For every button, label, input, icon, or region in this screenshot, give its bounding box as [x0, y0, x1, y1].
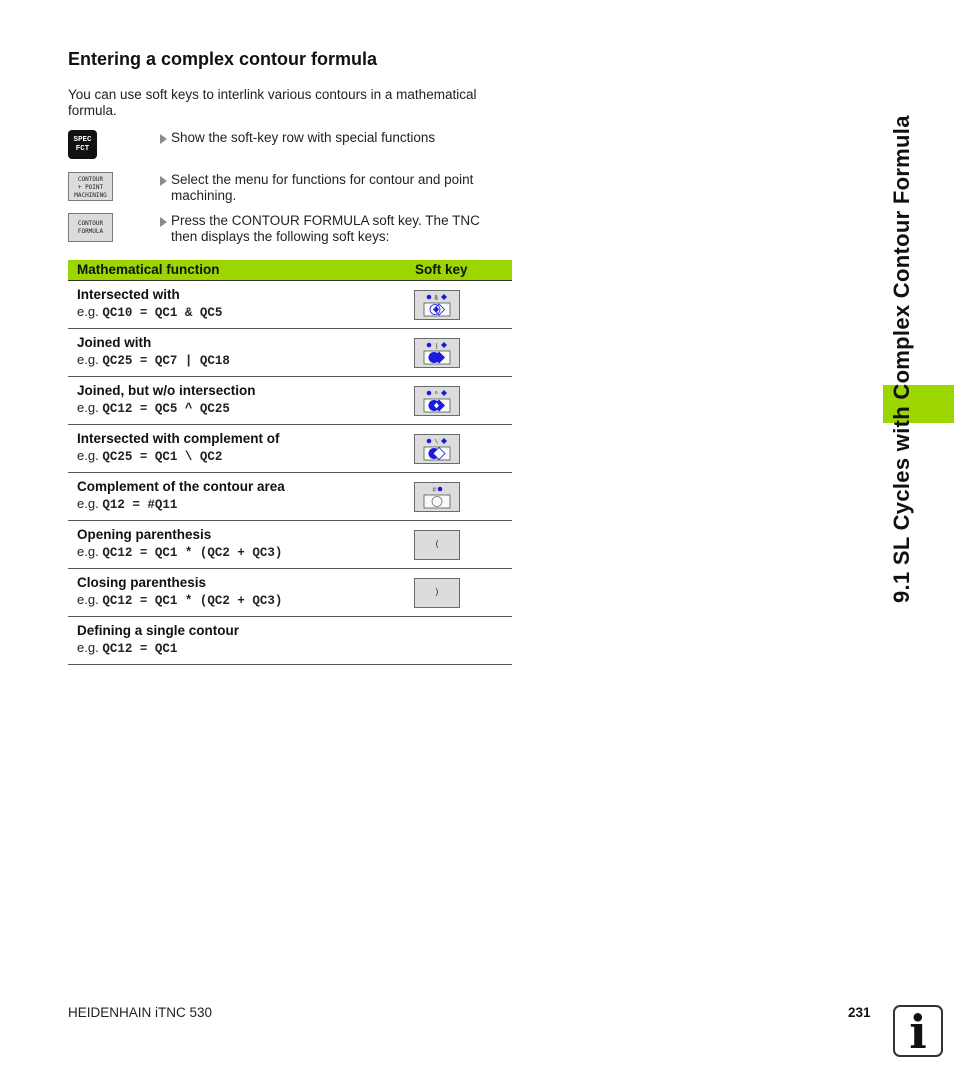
- difference-softkey[interactable]: [414, 434, 460, 464]
- svg-text:|: |: [435, 342, 439, 350]
- row-example: [77, 640, 177, 656]
- formula-code: Q12 = #Q11: [102, 498, 178, 512]
- row-title: Intersected with: [77, 287, 180, 302]
- row-title: Opening parenthesis: [77, 527, 212, 542]
- key-label: MACHINING: [74, 192, 107, 199]
- key-label: FORMULA: [77, 228, 104, 235]
- formula-code: QC25 = QC1 \ QC2: [102, 450, 223, 464]
- info-glyph: i: [909, 1005, 927, 1059]
- formula-code: QC10 = QC1 & QC5: [102, 306, 223, 320]
- step-text: Press the CONTOUR FORMULA soft key. The TNC then displays the following soft keys:: [171, 213, 480, 244]
- key-label: CONTOUR: [77, 220, 104, 227]
- contour-point-machining-softkey[interactable]: [68, 172, 113, 201]
- step-contour-point: [68, 172, 513, 204]
- eg-label: e.g.: [77, 352, 99, 367]
- formula-code: QC12 = QC5 ^ QC25: [102, 402, 230, 416]
- formula-code: QC25 = QC7 | QC18: [102, 354, 230, 368]
- info-icon: [893, 1005, 943, 1057]
- xor-softkey[interactable]: [414, 386, 460, 416]
- key-label: SPEC: [73, 136, 92, 144]
- table-row: [68, 329, 512, 377]
- eg-label: e.g.: [77, 496, 99, 511]
- row-title: Intersected with complement of: [77, 431, 280, 446]
- table-row: [68, 473, 512, 521]
- table-header: [68, 260, 512, 281]
- key-label: + POINT: [77, 184, 104, 191]
- xor-icon: [415, 387, 459, 415]
- svg-text:\: \: [434, 438, 439, 446]
- eg-label: e.g.: [77, 448, 99, 463]
- intersect-icon: [415, 291, 459, 319]
- step-instruction: [160, 130, 505, 146]
- step-contour-formula: [68, 213, 513, 245]
- header-softkey: Soft key: [415, 262, 468, 277]
- table-row: [68, 281, 512, 329]
- closing-parenthesis-softkey[interactable]: ): [414, 578, 460, 608]
- svg-text:&: &: [434, 294, 439, 302]
- step-text: Select the menu for functions for contour and point machining.: [171, 172, 474, 203]
- arrow-right-icon: [160, 134, 167, 144]
- eg-label: e.g.: [77, 304, 99, 319]
- page-number: 231: [848, 1005, 871, 1020]
- chapter-title: 9.1 SL Cycles with Complex Contour Formula: [889, 115, 914, 603]
- union-softkey[interactable]: [414, 338, 460, 368]
- formula-code: QC12 = QC1: [102, 642, 178, 656]
- intro-paragraph: You can use soft keys to interlink various contours in a mathematical formula.: [68, 87, 477, 118]
- row-title: Defining a single contour: [77, 623, 240, 638]
- step-instruction: [160, 213, 505, 245]
- formula-code: QC12 = QC1 * (QC2 + QC3): [102, 594, 283, 608]
- row-example: [77, 352, 230, 368]
- union-icon: [415, 339, 459, 367]
- row-title: Joined, but w/o intersection: [77, 383, 256, 398]
- header-function: Mathematical function: [77, 262, 220, 277]
- arrow-right-icon: [160, 176, 167, 186]
- step-text: Show the soft-key row with special functions: [171, 130, 436, 145]
- table-row: [68, 425, 512, 473]
- eg-label: e.g.: [77, 400, 99, 415]
- row-example: [77, 496, 177, 512]
- eg-label: e.g.: [77, 640, 99, 655]
- arrow-right-icon: [160, 217, 167, 227]
- formula-code: QC12 = QC1 * (QC2 + QC3): [102, 546, 283, 560]
- row-example: [77, 400, 230, 416]
- row-title: Joined with: [77, 335, 152, 350]
- svg-text:^: ^: [434, 390, 439, 398]
- opening-parenthesis-softkey[interactable]: (: [414, 530, 460, 560]
- key-label: FCT: [75, 145, 90, 153]
- key-label: CONTOUR: [77, 176, 104, 183]
- table-row: [68, 521, 512, 569]
- table-row: [68, 377, 512, 425]
- complement-softkey[interactable]: [414, 482, 460, 512]
- row-example: [77, 304, 222, 320]
- contour-formula-softkey[interactable]: [68, 213, 113, 242]
- row-title: Closing parenthesis: [77, 575, 207, 590]
- footer-product: HEIDENHAIN iTNC 530: [68, 1005, 213, 1020]
- intersect-softkey[interactable]: [414, 290, 460, 320]
- spec-fct-key[interactable]: [68, 130, 97, 159]
- row-example: [77, 592, 282, 608]
- row-example: [77, 448, 222, 464]
- step-instruction: [160, 172, 505, 204]
- svg-text:#: #: [432, 486, 437, 494]
- step-spec-fct: [68, 130, 513, 162]
- eg-label: e.g.: [77, 544, 99, 559]
- row-title: Complement of the contour area: [77, 479, 285, 494]
- row-example: [77, 544, 282, 560]
- table-row: [68, 617, 512, 665]
- table-row: [68, 569, 512, 617]
- eg-label: e.g.: [77, 592, 99, 607]
- function-table: [68, 260, 512, 665]
- complement-icon: [415, 483, 459, 511]
- section-heading: Entering a complex contour formula: [68, 49, 378, 69]
- difference-icon: [415, 435, 459, 463]
